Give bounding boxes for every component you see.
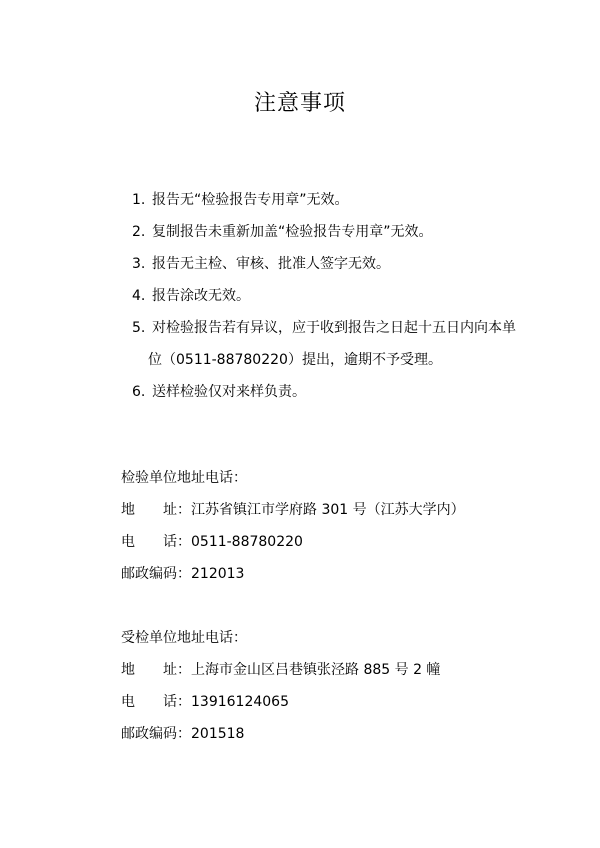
phone-label — [121, 686, 191, 718]
list-item-number: 1. — [132, 192, 146, 208]
list-item — [132, 376, 572, 408]
list-item-text: 报告无主检、审核、批准人签字无效。 — [152, 256, 390, 272]
client-unit-heading: 受检单位地址电话： — [121, 630, 247, 646]
address-label-char: 地 — [121, 502, 135, 518]
list-item-number: 4. — [132, 288, 146, 304]
list-item-continuation — [132, 344, 572, 376]
notice-list — [132, 184, 572, 408]
client-unit-block — [121, 622, 440, 750]
list-item — [132, 280, 572, 312]
phone-label-char: 话： — [163, 694, 191, 710]
list-item-text: 复制报告未重新加盖“检验报告专用章”无效。 — [152, 224, 433, 240]
phone-label — [121, 526, 191, 558]
list-item — [132, 184, 572, 216]
phone-label-char: 电 — [121, 694, 135, 710]
list-item — [132, 248, 572, 280]
inspection-postcode-row — [121, 558, 465, 590]
list-item — [132, 216, 572, 248]
list-item-number: 5. — [132, 320, 146, 336]
inspection-unit-heading: 检验单位地址电话： — [121, 470, 247, 486]
inspection-address-row — [121, 494, 465, 526]
list-item-text: 报告涂改无效。 — [152, 288, 250, 304]
address-label — [121, 654, 191, 686]
list-item-number: 2. — [132, 224, 146, 240]
client-postcode-row — [121, 718, 440, 750]
postcode-label: 邮政编码： — [121, 726, 191, 742]
client-postcode: 201518 — [191, 726, 245, 742]
list-item — [132, 312, 572, 344]
list-item-text: 对检验报告若有异议，应于收到报告之日起十五日内向本单 — [152, 320, 516, 336]
list-item-number: 6. — [132, 384, 146, 400]
inspection-phone-row — [121, 526, 465, 558]
phone-label-char: 电 — [121, 534, 135, 550]
address-label — [121, 494, 191, 526]
phone-label-char: 话： — [163, 534, 191, 550]
address-label-char: 地 — [121, 662, 135, 678]
list-item-text: 位（0511-88780220）提出，逾期不予受理。 — [148, 352, 442, 368]
client-address: 上海市金山区吕巷镇张泾路 885 号 2 幢 — [191, 662, 441, 678]
client-phone: 13916124065 — [191, 694, 289, 710]
inspection-address: 江苏省镇江市学府路 301 号（江苏大学内） — [191, 502, 465, 518]
inspection-unit-block — [121, 462, 465, 590]
page-title: 注意事项 — [253, 91, 346, 116]
client-phone-row — [121, 686, 440, 718]
list-item-text: 报告无“检验报告专用章”无效。 — [152, 192, 349, 208]
list-item-text: 送样检验仅对来样负责。 — [152, 384, 306, 400]
address-label-char: 址： — [163, 662, 191, 678]
address-label-char: 址： — [163, 502, 191, 518]
inspection-phone: 0511-88780220 — [191, 534, 303, 550]
inspection-postcode: 212013 — [191, 566, 245, 582]
client-address-row — [121, 654, 440, 686]
postcode-label: 邮政编码： — [121, 566, 191, 582]
list-item-number: 3. — [132, 256, 146, 272]
